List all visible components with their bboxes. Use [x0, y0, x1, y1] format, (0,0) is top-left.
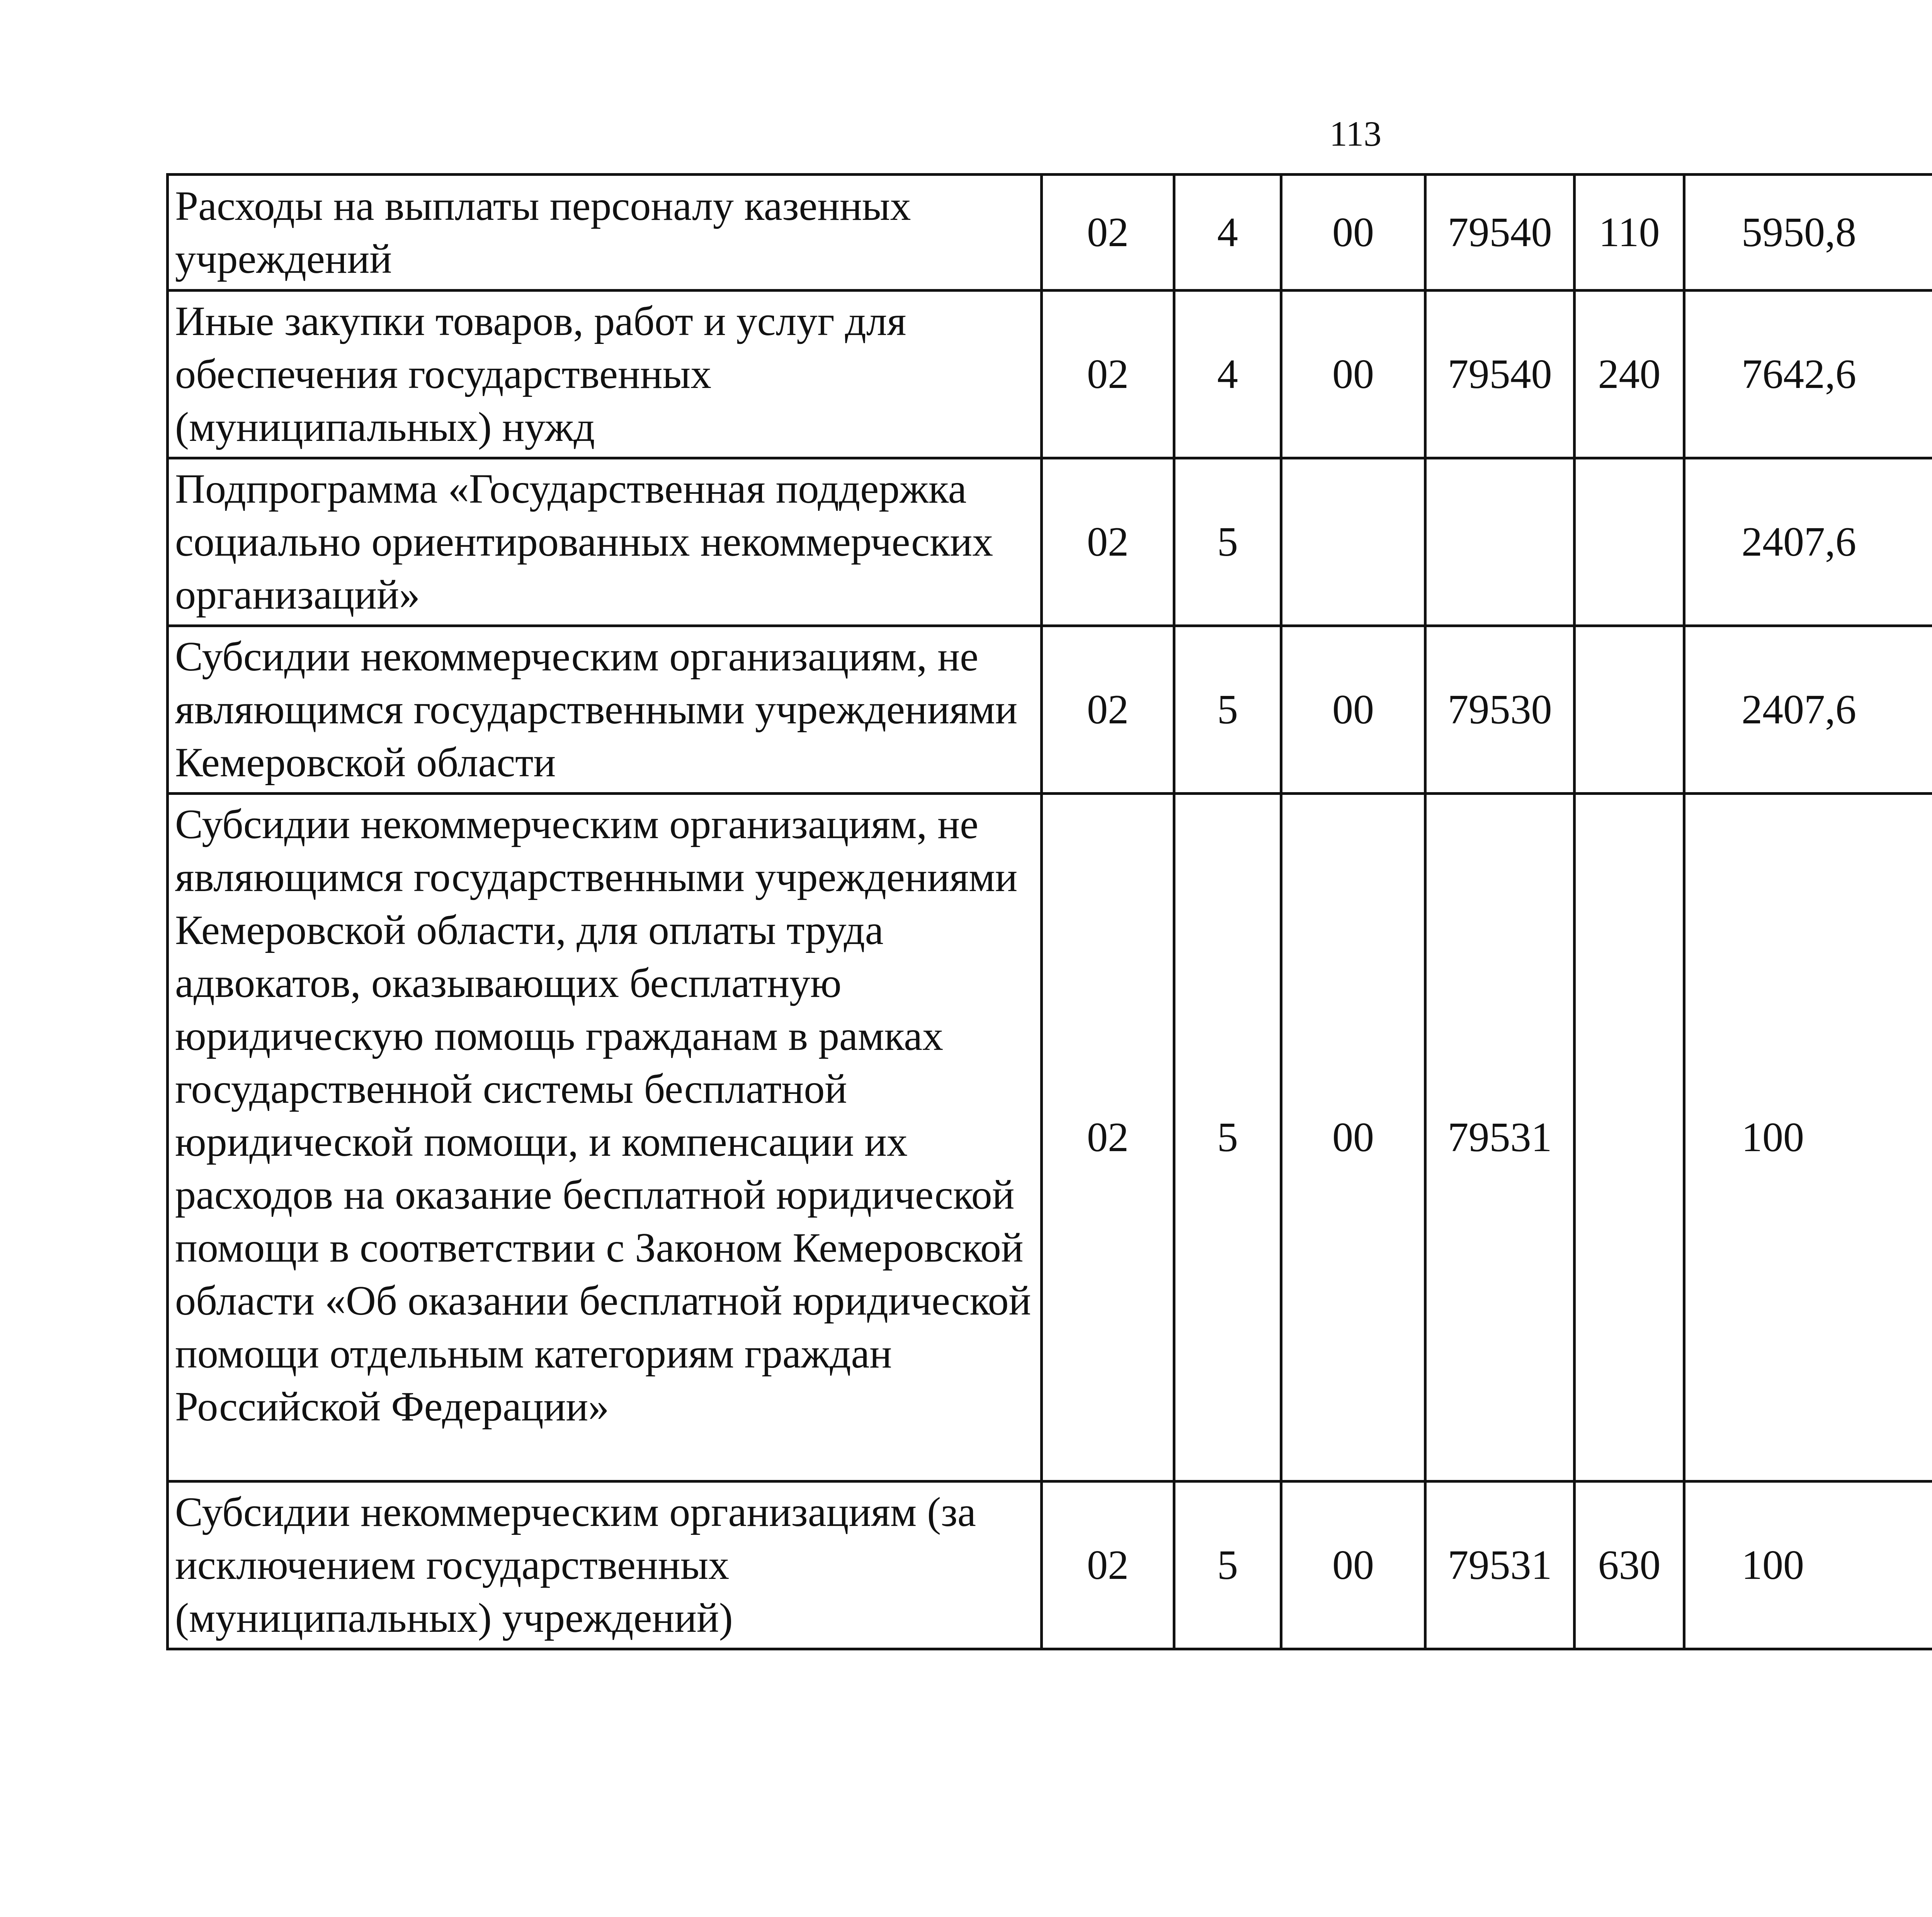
cell-subprogram-code: 00	[1281, 794, 1425, 1482]
row-description: Иные закупки товаров, работ и услуг для обеспечения государственных (муниципальных) нужд	[168, 291, 1042, 458]
row-description: Подпрограмма «Государственная поддержка социально ориентированных некоммерческих организаций»	[168, 458, 1042, 626]
cell-direction-code	[1425, 458, 1575, 626]
cell-program-code: 5	[1174, 794, 1281, 1482]
table-row	[168, 1482, 1932, 1649]
cell-subprogram-code: 00	[1281, 175, 1425, 291]
cell-program-code: 5	[1174, 458, 1281, 626]
row-description: Субсидии некоммерческим организациям (за исключением государственных (муниципальных) учреждений)	[168, 1482, 1042, 1649]
cell-amount-1: 5950,8	[1684, 175, 1932, 291]
cell-program-code: 4	[1174, 291, 1281, 458]
row-description: Субсидии некоммерческим организациям, не являющимся государственными учреждениями Кемеровской области	[168, 626, 1042, 794]
cell-section-code: 02	[1042, 794, 1174, 1482]
cell-subprogram-code	[1281, 458, 1425, 626]
row-description: Субсидии некоммерческим организациям, не являющимся государственными учреждениями Кемеровской области, для оплаты труда адвокатов, оказывающих бесплатную юридическую помощь гражданам в рамках государственной системы бесплатной юридической помощи, и компенсации их расходов на оказание бесплатной юридической помощи в соответствии с Законом Кемеровской области «Об оказании бесплатной юридической помощи отдельным категориям граждан Российской Федерации»	[168, 794, 1042, 1482]
cell-program-code: 5	[1174, 1482, 1281, 1649]
cell-section-code: 02	[1042, 175, 1174, 291]
cell-amount-1: 100	[1684, 1482, 1932, 1649]
cell-expense-type: 240	[1575, 291, 1684, 458]
cell-amount-1: 7642,6	[1684, 291, 1932, 458]
cell-direction-code: 79540	[1425, 291, 1575, 458]
cell-subprogram-code: 00	[1281, 1482, 1425, 1649]
table-row	[168, 458, 1932, 626]
cell-direction-code: 79531	[1425, 794, 1575, 1482]
budget-table	[166, 173, 1932, 1650]
cell-expense-type	[1575, 794, 1684, 1482]
cell-subprogram-code: 00	[1281, 626, 1425, 794]
cell-expense-type: 110	[1575, 175, 1684, 291]
table-row	[168, 626, 1932, 794]
cell-expense-type: 630	[1575, 1482, 1684, 1649]
cell-subprogram-code: 00	[1281, 291, 1425, 458]
cell-section-code: 02	[1042, 291, 1174, 458]
cell-section-code: 02	[1042, 1482, 1174, 1649]
table-row	[168, 175, 1932, 291]
table-row	[168, 291, 1932, 458]
cell-amount-1: 100	[1684, 794, 1932, 1482]
cell-amount-1: 2407,6	[1684, 626, 1932, 794]
cell-program-code: 5	[1174, 626, 1281, 794]
cell-section-code: 02	[1042, 458, 1174, 626]
cell-expense-type	[1575, 626, 1684, 794]
table-row	[168, 794, 1932, 1482]
cell-direction-code: 79531	[1425, 1482, 1575, 1649]
row-description: Расходы на выплаты персоналу казенных учреждений	[168, 175, 1042, 291]
cell-direction-code: 79540	[1425, 175, 1575, 291]
cell-expense-type	[1575, 458, 1684, 626]
cell-program-code: 4	[1174, 175, 1281, 291]
cell-direction-code: 79530	[1425, 626, 1575, 794]
cell-amount-1: 2407,6	[1684, 458, 1932, 626]
page-number: 113	[1329, 114, 1382, 153]
cell-section-code: 02	[1042, 626, 1174, 794]
